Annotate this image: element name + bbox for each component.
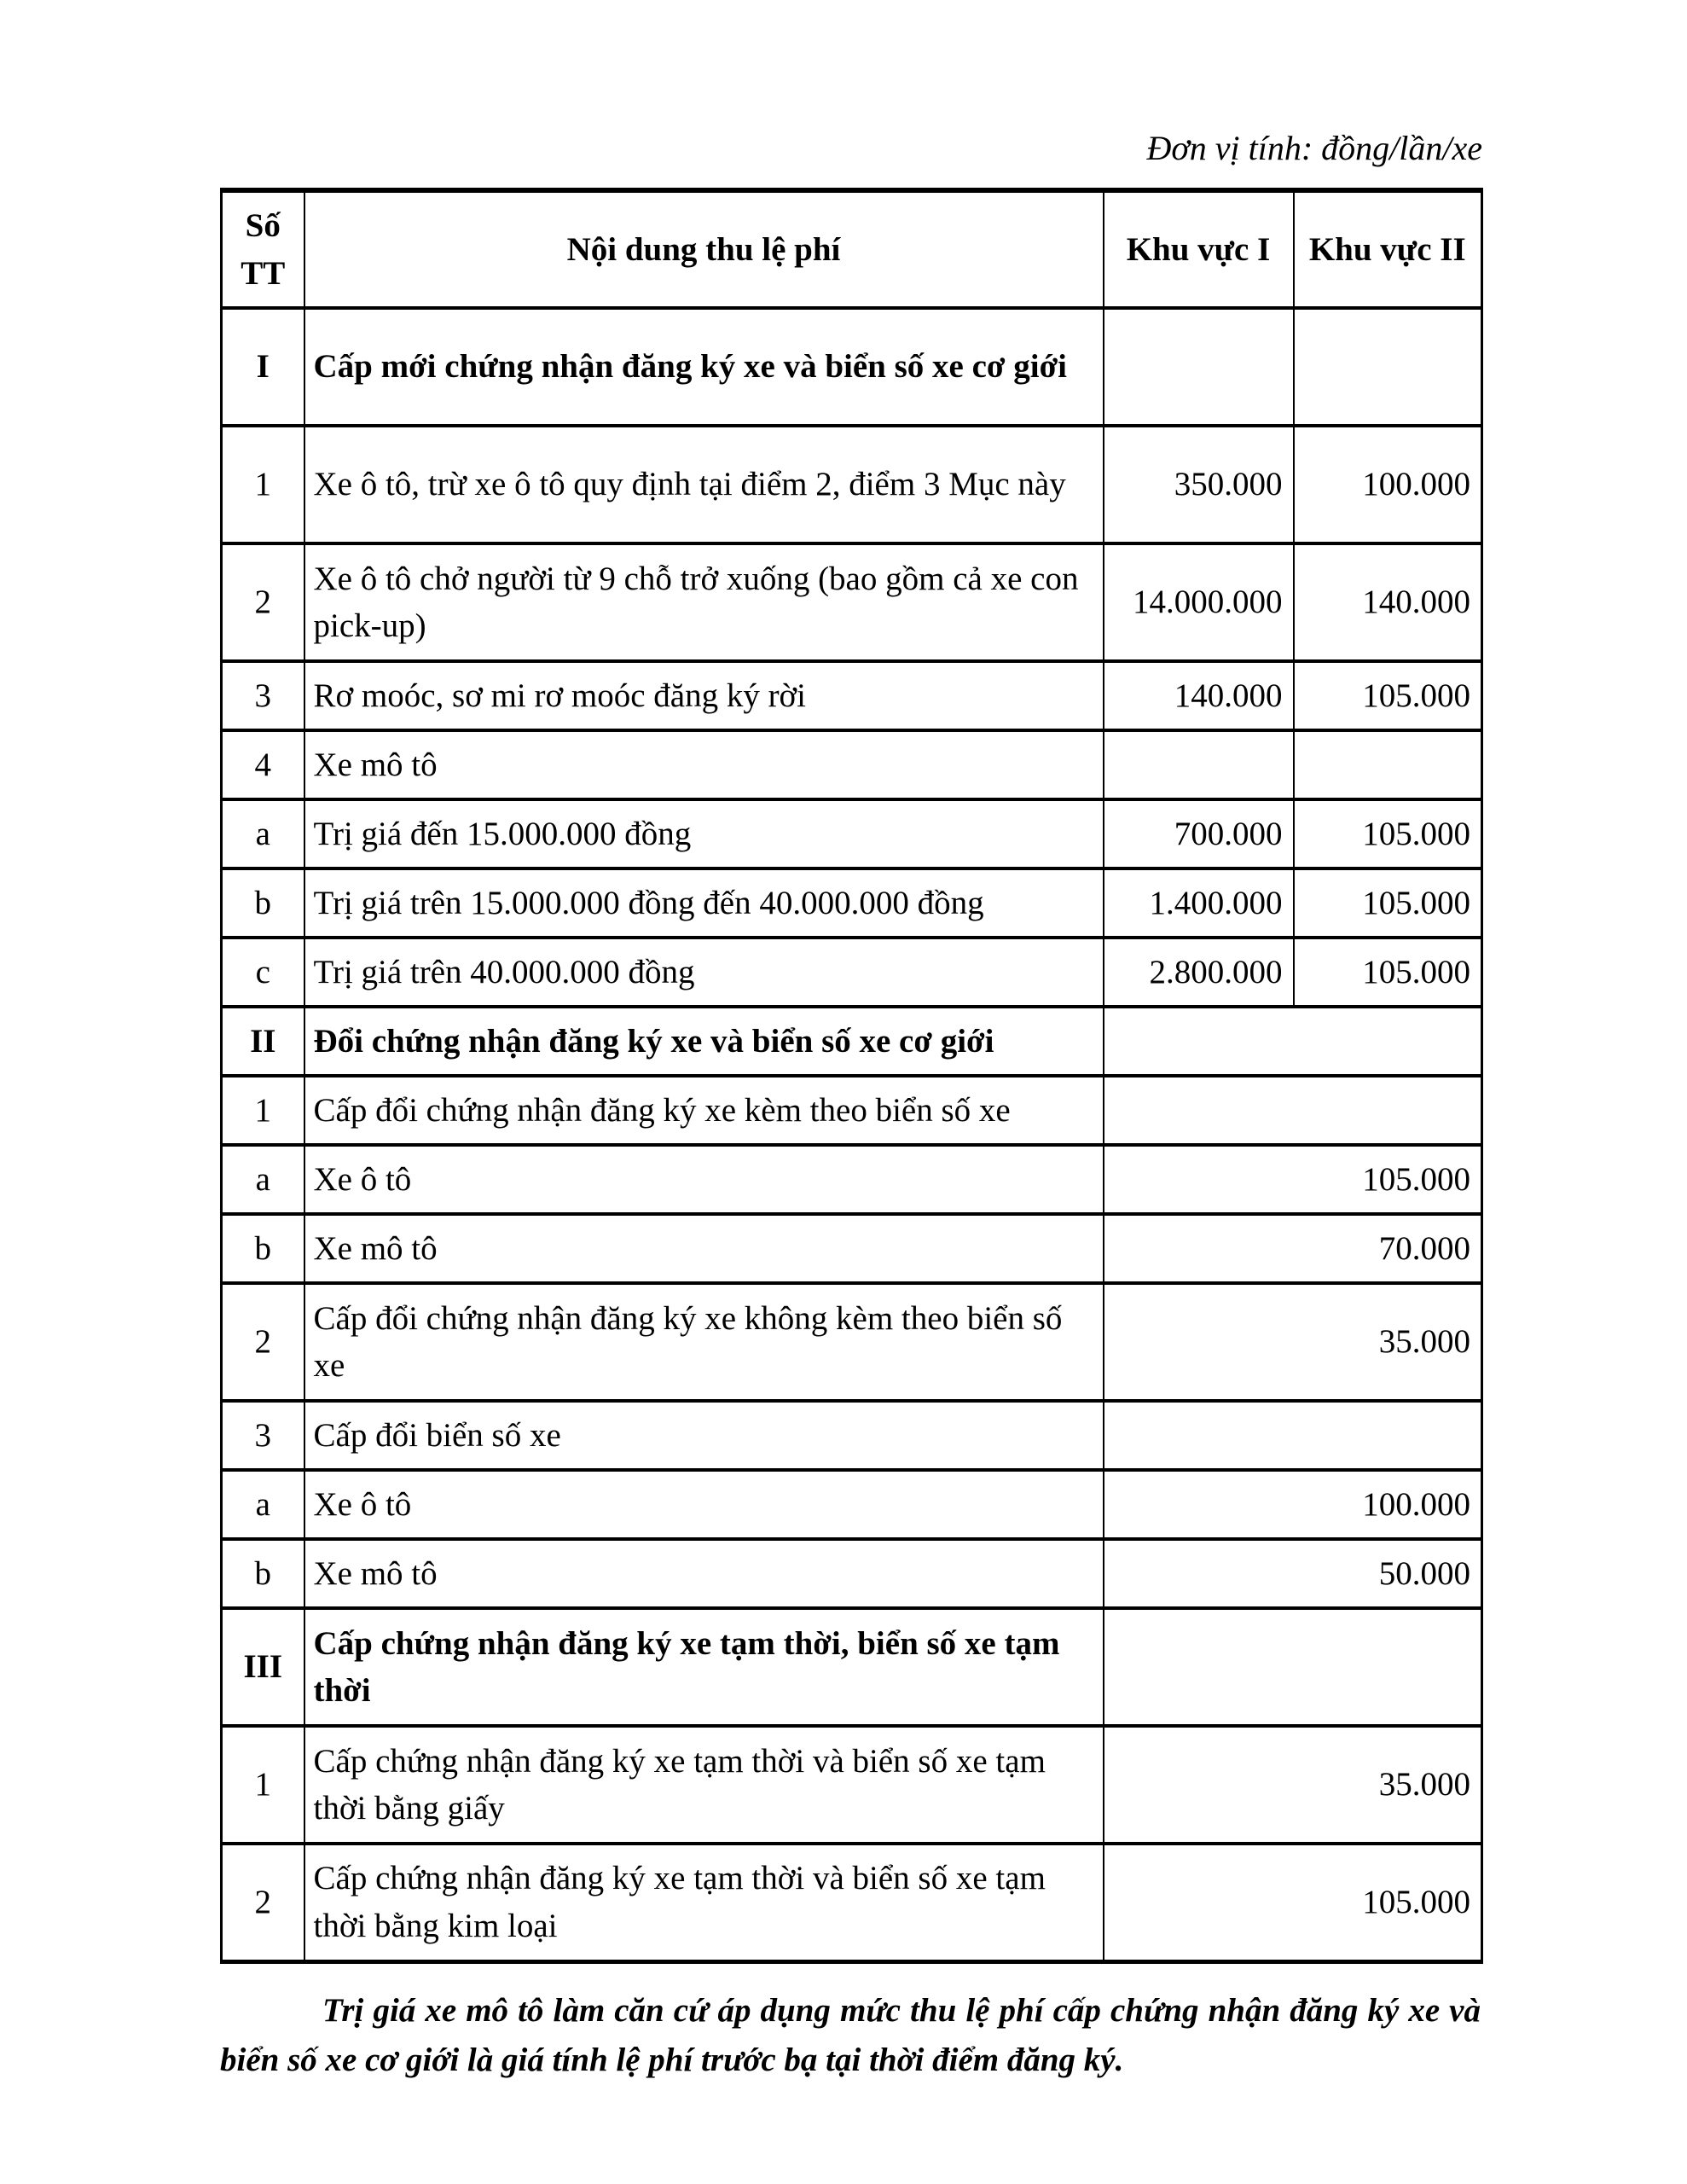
cell-label: Cấp chứng nhận đăng ký xe tạm thời và biển số xe tạm thời bằng kim loại [304,1844,1104,1961]
cell-no: 1 [222,1726,304,1844]
table-row [222,1608,1482,1726]
table-row [222,661,1482,730]
cell-region2-value: 140.000 [1294,543,1482,661]
table-row [222,938,1482,1007]
cell-label: Cấp chứng nhận đăng ký xe tạm thời và biển số xe tạm thời bằng giấy [304,1726,1104,1844]
cell-no: 2 [222,1283,304,1401]
cell-label: Xe mô tô [304,730,1104,799]
cell-no: a [222,1470,304,1539]
fee-table [220,188,1483,1964]
cell-merged-value [1104,1608,1482,1726]
cell-label: Rơ moóc, sơ mi rơ moóc đăng ký rời [304,661,1104,730]
cell-region1-value [1104,308,1294,426]
cell-merged-value [1104,1007,1482,1076]
cell-label: Trị giá trên 40.000.000 đồng [304,938,1104,1007]
cell-label: Trị giá đến 15.000.000 đồng [304,799,1104,868]
table-row [222,1076,1482,1145]
cell-no: 2 [222,543,304,661]
table-header-row [222,190,1482,308]
table-row [222,1007,1482,1076]
table-row [222,1283,1482,1401]
cell-merged-value: 105.000 [1104,1145,1482,1214]
header-region2: Khu vực II [1294,190,1482,308]
table-row [222,868,1482,938]
cell-label: Xe mô tô [304,1214,1104,1283]
cell-merged-value: 105.000 [1104,1844,1482,1961]
cell-region1-value: 14.000.000 [1104,543,1294,661]
cell-label: Xe mô tô [304,1539,1104,1608]
cell-no: 3 [222,661,304,730]
table-row [222,1844,1482,1961]
cell-region1-value: 350.000 [1104,426,1294,543]
cell-region2-value: 100.000 [1294,426,1482,543]
cell-merged-value [1104,1076,1482,1145]
cell-label: Trị giá trên 15.000.000 đồng đến 40.000.000 đồng [304,868,1104,938]
table-row [222,799,1482,868]
cell-label: Đổi chứng nhận đăng ký xe và biển số xe cơ giới [304,1007,1104,1076]
cell-label: Cấp đổi biển số xe [304,1401,1104,1470]
cell-region1-value: 700.000 [1104,799,1294,868]
cell-no: c [222,938,304,1007]
cell-merged-value: 50.000 [1104,1539,1482,1608]
cell-region2-value: 105.000 [1294,938,1482,1007]
header-region1: Khu vực I [1104,190,1294,308]
table-row [222,1470,1482,1539]
cell-no: a [222,799,304,868]
cell-no: III [222,1608,304,1726]
footnote: Trị giá xe mô tô làm căn cứ áp dụng mức thu lệ phí cấp chứng nhận đăng ký xe và biển số xe cơ giới là giá tính lệ phí trước bạ tại thời điểm đăng ký. [220,1991,1481,2078]
table-row [222,1401,1482,1470]
cell-region2-value [1294,308,1482,426]
cell-no: b [222,868,304,938]
cell-region1-value: 2.800.000 [1104,938,1294,1007]
cell-no: a [222,1145,304,1214]
cell-label: Xe ô tô [304,1470,1104,1539]
cell-no: b [222,1539,304,1608]
table-row [222,1539,1482,1608]
unit-note: Đơn vị tính: đồng/lần/xe [1146,129,1482,167]
cell-no: 4 [222,730,304,799]
cell-no: 1 [222,426,304,543]
cell-merged-value: 35.000 [1104,1283,1482,1401]
cell-region1-value [1104,730,1294,799]
cell-label: Xe ô tô, trừ xe ô tô quy định tại điểm 2, điểm 3 Mục này [304,426,1104,543]
cell-region2-value: 105.000 [1294,799,1482,868]
cell-label: Cấp đổi chứng nhận đăng ký xe kèm theo biển số xe [304,1076,1104,1145]
cell-label: Xe ô tô chở người từ 9 chỗ trở xuống (bao gồm cả xe con pick-up) [304,543,1104,661]
cell-merged-value [1104,1401,1482,1470]
cell-label: Cấp chứng nhận đăng ký xe tạm thời, biển số xe tạm thời [304,1608,1104,1726]
cell-region1-value: 140.000 [1104,661,1294,730]
table-row [222,1145,1482,1214]
cell-no: 2 [222,1844,304,1961]
cell-label: Xe ô tô [304,1145,1104,1214]
table-row [222,730,1482,799]
cell-label: Cấp đổi chứng nhận đăng ký xe không kèm theo biển số xe [304,1283,1104,1401]
cell-region2-value [1294,730,1482,799]
table-row [222,308,1482,426]
table-row [222,1214,1482,1283]
cell-no: I [222,308,304,426]
cell-region1-value: 1.400.000 [1104,868,1294,938]
table-row [222,543,1482,661]
cell-no: 3 [222,1401,304,1470]
cell-merged-value: 70.000 [1104,1214,1482,1283]
cell-merged-value: 35.000 [1104,1726,1482,1844]
table-row [222,426,1482,543]
cell-no: b [222,1214,304,1283]
header-no: Số TT [222,190,304,308]
cell-no: 1 [222,1076,304,1145]
table-row [222,1726,1482,1844]
cell-region2-value: 105.000 [1294,661,1482,730]
cell-merged-value: 100.000 [1104,1470,1482,1539]
header-content: Nội dung thu lệ phí [304,190,1104,308]
cell-region2-value: 105.000 [1294,868,1482,938]
cell-label: Cấp mới chứng nhận đăng ký xe và biển số xe cơ giới [304,308,1104,426]
cell-no: II [222,1007,304,1076]
